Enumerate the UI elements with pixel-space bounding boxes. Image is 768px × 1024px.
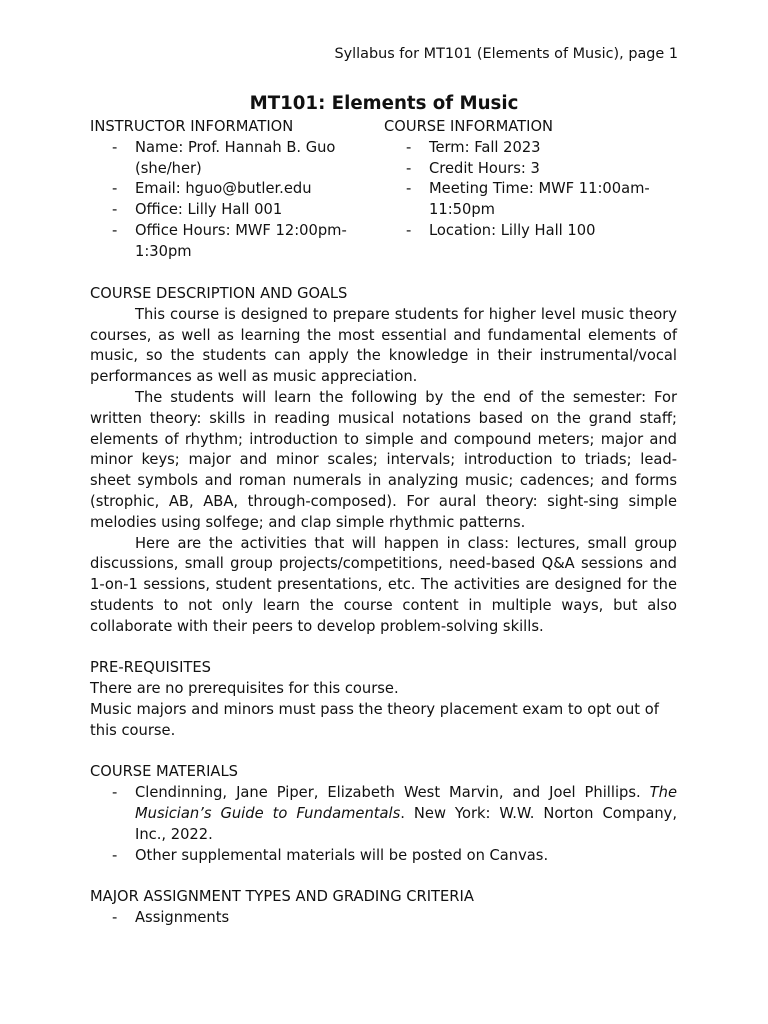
- instructor-office: - Office: Lilly Hall 001: [90, 200, 360, 221]
- textbook-publisher: . New York: W.W. Norton Company, Inc., 2022.: [135, 804, 677, 843]
- prerequisites-heading: PRE-REQUISITES: [90, 659, 211, 677]
- materials-heading: COURSE MATERIALS: [90, 763, 238, 781]
- course-term: - Term: Fall 2023: [384, 138, 678, 159]
- instructor-info: [90, 117, 360, 263]
- instructor-list: [90, 138, 360, 263]
- description-heading: COURSE DESCRIPTION AND GOALS: [90, 285, 348, 302]
- course-credit-hours: - Credit Hours: 3: [384, 159, 678, 180]
- course-info-list: [384, 138, 678, 242]
- syllabus-body: [90, 284, 677, 929]
- course-location: - Location: Lilly Hall 100: [384, 221, 678, 242]
- grading-item-assignments: - Assignments: [90, 908, 677, 929]
- instructor-email: - Email: hguo@butler.edu: [90, 179, 360, 200]
- prerequisites-line: There are no prerequisites for this course.: [90, 680, 399, 698]
- textbook-authors: Clendinning, Jane Piper, Elizabeth West Marvin, and Joel Phillips.: [135, 784, 650, 802]
- running-header: Syllabus for MT101 (Elements of Music), page 1: [334, 46, 678, 62]
- course-meeting-time: - Meeting Time: MWF 11:00am-11:50pm: [384, 179, 678, 221]
- activities-paragraph: Here are the activities that will happen in class: lectures, small group discussions, small group projects/competitions, need-based Q&A sessions and 1-on-1 sessions, student presentations, etc. The activities are designed for the students to not only learn the course content in multiple ways, but also collaborate with their peers to develop problem-solving skills.: [90, 534, 677, 635]
- instructor-name: - Name: Prof. Hannah B. Guo (she/her): [90, 138, 360, 180]
- placement-exam-line: Music majors and minors must pass the theory placement exam to opt out of this course.: [90, 700, 659, 739]
- grading-list: [90, 908, 677, 929]
- grading-heading: MAJOR ASSIGNMENT TYPES AND GRADING CRITERIA: [90, 888, 474, 906]
- supplemental-materials: - Other supplemental materials will be posted on Canvas.: [90, 846, 677, 867]
- instructor-office-hours: - Office Hours: MWF 12:00pm-1:30pm: [90, 221, 360, 263]
- textbook-title: The Musician’s Guide to Fundamentals: [135, 784, 677, 822]
- textbook-citation: [90, 783, 677, 845]
- course-info-heading: COURSE INFORMATION: [384, 118, 554, 135]
- page-title: MT101: Elements of Music: [249, 93, 519, 114]
- materials-list: [90, 783, 677, 866]
- course-info: [384, 117, 678, 242]
- instructor-heading: INSTRUCTOR INFORMATION: [90, 118, 294, 135]
- description-paragraph: This course is designed to prepare students for higher level music theory courses, as well as learning the most essential and fundamental elements of music, so the students can apply the knowledge in their instrumental/vocal performances as well as music appreciation.: [90, 305, 677, 386]
- learning-outcomes-paragraph: The students will learn the following by the end of the semester: For written theory: skills in reading musical notations based on the grand staff; elements of rhythm; introduction to simple and compound meters; major and minor keys; major and minor scales; intervals; introduction to triads; lead-sheet symbols and roman numerals in analyzing music; cadences; and forms (strophic, AB, ABA, through-composed). For aural theory: sight-sing simple melodies using solfege; and clap simple rhythmic patterns.: [90, 388, 677, 531]
